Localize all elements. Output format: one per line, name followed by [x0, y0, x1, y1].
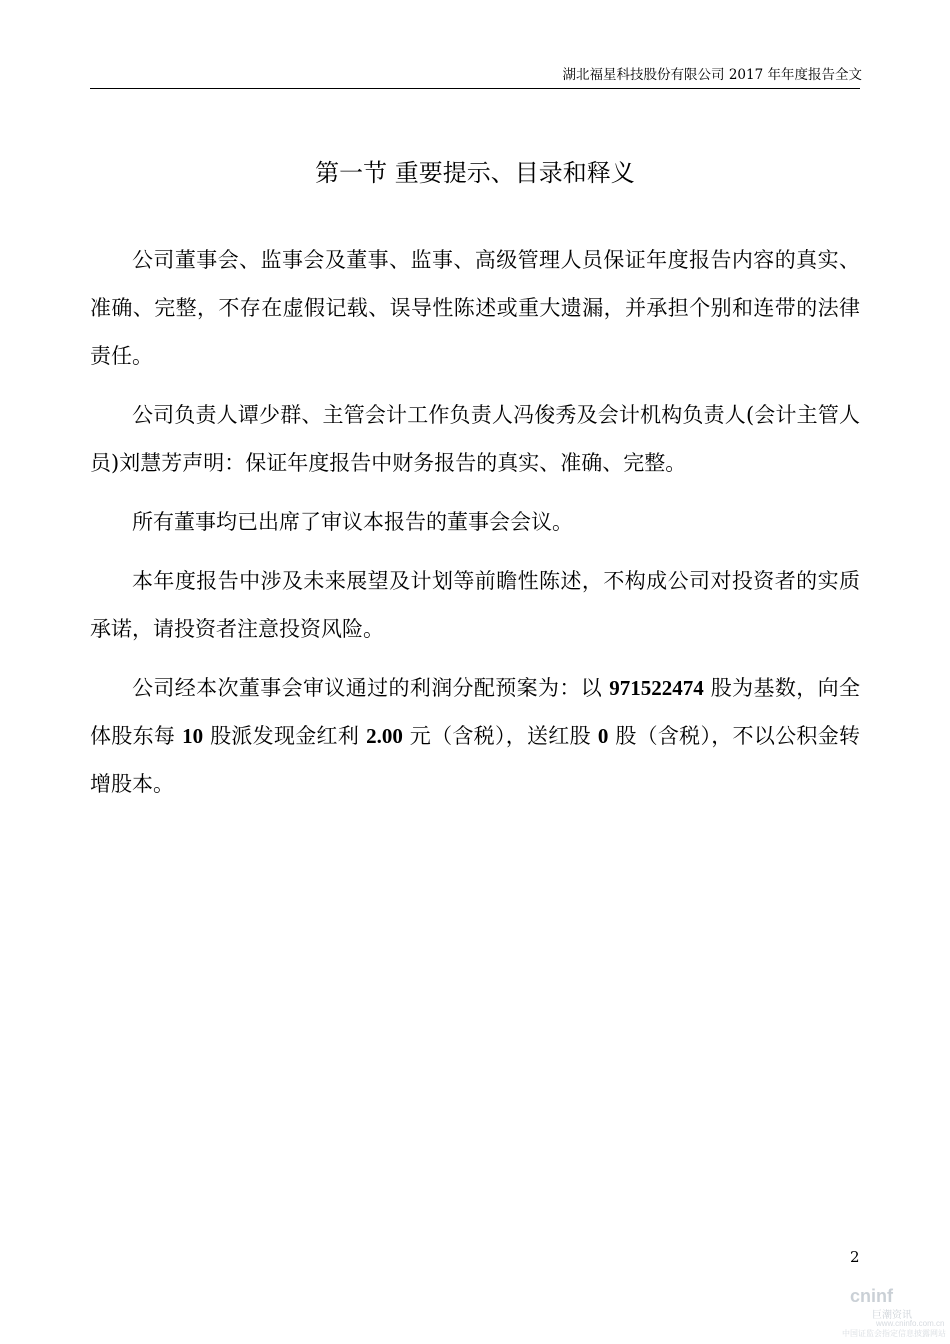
- report-header-title: 湖北福星科技股份有限公司 2017 年年度报告全文: [562, 67, 862, 83]
- cninfo-watermark: [842, 1286, 946, 1340]
- cninfo-logo-icon: cninf: [850, 1286, 893, 1306]
- profit-distribution-text-5: 股（含税），不以公积金转增股本。: [90, 724, 860, 796]
- watermark-url: www.cninfo.com.cn: [876, 1319, 945, 1328]
- profit-distribution-paragraph: [90, 664, 860, 808]
- profit-distribution-text-4: 元（含税），送红股: [402, 724, 598, 748]
- watermark-name: 巨潮资讯: [872, 1310, 912, 1321]
- profit-distribution-text-2: 股为基数，向全体股东每: [90, 676, 860, 748]
- bonus-shares-value: 0: [597, 724, 609, 748]
- page-number: 2: [850, 1248, 860, 1266]
- board-attendance-paragraph: 所有董事均已出席了审议本报告的董事会会议。: [132, 510, 573, 534]
- profit-distribution-text-1: 公司经本次董事会审议通过的利润分配预案为：以: [132, 676, 610, 700]
- section-title: 第一节 重要提示、目录和释义: [315, 159, 635, 187]
- forward-looking-risk-paragraph: 本年度报告中涉及未来展望及计划等前瞻性陈述，不构成公司对投资者的实质承诺，请投资者注意投资风险。: [90, 569, 860, 641]
- per-shares-value: 10: [182, 724, 204, 748]
- profit-distribution-text-3: 股派发现金红利: [203, 724, 367, 748]
- cash-dividend-value: 2.00: [366, 724, 403, 748]
- base-shares-value: 971522474: [609, 676, 704, 700]
- board-guarantee-paragraph: 公司董事会、监事会及董事、监事、高级管理人员保证年度报告内容的真实、准确、完整，不存在虚假记载、误导性陈述或重大遗漏，并承担个别和连带的法律责任。: [90, 248, 860, 368]
- watermark-footnote: 中国证监会指定信息披露网站: [842, 1329, 946, 1338]
- responsible-persons-statement-paragraph: 公司负责人谭少群、主管会计工作负责人冯俊秀及会计机构负责人(会计主管人员)刘慧芳声明：保证年度报告中财务报告的真实、准确、完整。: [90, 403, 860, 475]
- important-notice-body: [90, 236, 860, 819]
- header-divider: [90, 88, 860, 89]
